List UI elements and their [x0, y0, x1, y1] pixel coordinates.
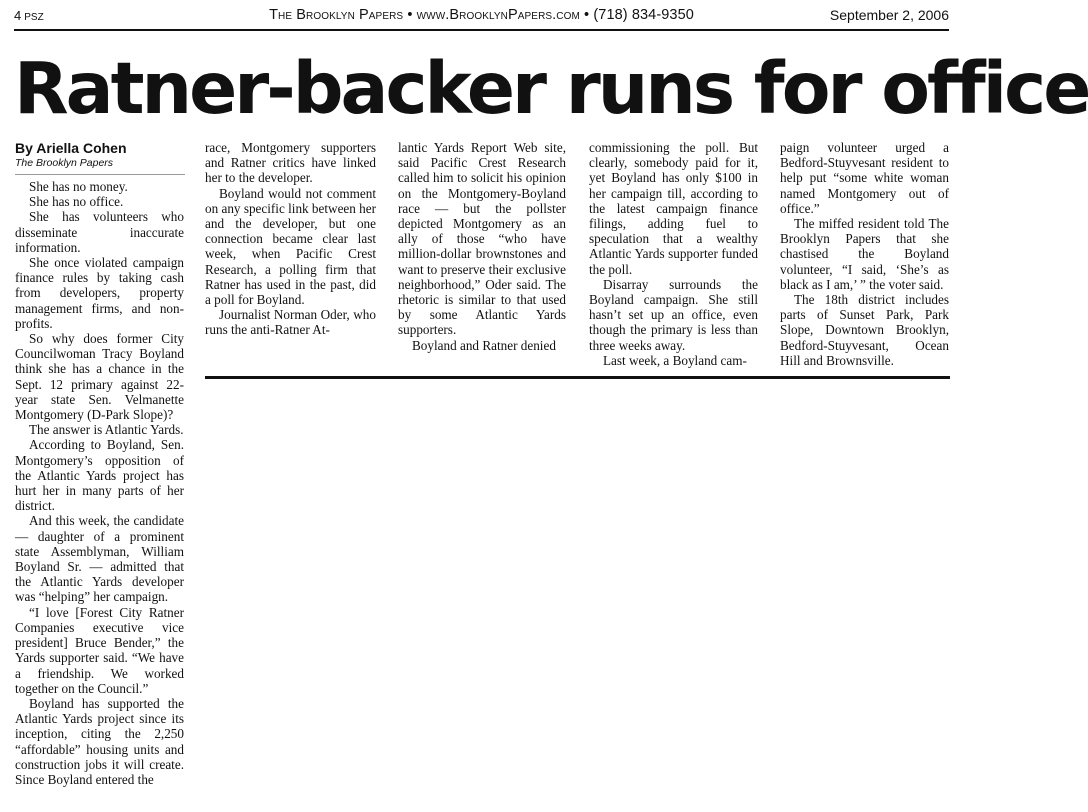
- paragraph: Journalist Norman Oder, who runs the anti-Ratner At-: [205, 307, 376, 338]
- article-column-4: [589, 140, 758, 368]
- paragraph: So why does former City Councilwoman Tracy Boyland think she has a chance in the Sept. 12 primary against 22-year state Sen. Velmanette Montgomery (D-Park Slope)?: [15, 331, 184, 423]
- article-end-rule: [205, 376, 950, 379]
- page-number: 4 PSZ: [14, 8, 44, 23]
- paragraph: According to Boyland, Sen. Montgomery’s opposition of the Atlantic Yards project has hurt her in many parts of her district.: [15, 437, 184, 514]
- paragraph: “I love [Forest City Ratner Companies executive vice president] Bruce Bender,” the Yards supporter said. “We have a friendship. We worked together on the Council.”: [15, 604, 184, 696]
- paragraph: She once violated campaign finance rules by taking cash from developers, property management firms, and non-profits.: [15, 255, 184, 331]
- paragraph: She has volunteers who disseminate inaccurate information.: [15, 209, 184, 255]
- paragraph: paign volunteer urged a Bedford-Stuyvesant resident to help put “some white woman named Montgomery out of office.”: [780, 140, 949, 216]
- paragraph: Boyland has supported the Atlantic Yards project since its inception, citing the 2,250 “affordable” housing units and construction jobs it will create. Since Boyland entered the: [15, 695, 184, 787]
- paragraph: race, Montgomery supporters and Ratner critics have linked her to the developer.: [205, 140, 376, 186]
- byline-organization: The Brooklyn Papers: [15, 157, 114, 169]
- issue-date: September 2, 2006: [829, 7, 949, 23]
- paragraph: Disarray surrounds the Boyland campaign. She still hasn’t set up an office, even though the primary is less than three weeks away.: [589, 276, 758, 353]
- byline-author: By Ariella Cohen: [15, 140, 127, 156]
- page-header: [14, 6, 949, 28]
- byline-rule: [15, 174, 185, 175]
- article-column-1: [15, 179, 184, 812]
- paragraph: Boyland and Ratner denied: [412, 337, 556, 353]
- paragraph: She has no office.: [29, 194, 124, 210]
- article-column-3: [398, 140, 566, 353]
- paragraph: The answer is Atlantic Yards.: [29, 422, 184, 438]
- paragraph: Boyland would not comment on any specific link between her and the developer, but one connection became clear last week, when Pacific Crest Research, a polling firm that Ratner has used in the past, did a poll for Boyland.: [205, 185, 377, 308]
- article-column-5: [780, 140, 949, 368]
- header-rule: [14, 29, 949, 31]
- paragraph: commissioning the poll. But clearly, somebody paid for it, yet Boyland has only $100 in her campaign till, according to the latest campaign finance filings, adding fuel to speculation that a wealthy Atlantic Yards supporter funded the poll.: [589, 140, 758, 277]
- byline: [15, 140, 185, 170]
- paragraph: Last week, a Boyland cam-: [603, 352, 747, 368]
- publication-info: The Brooklyn Papers • www.BrooklynPapers.com • (718) 834-9350: [269, 7, 694, 23]
- paragraph: lantic Yards Report Web site, said Pacific Crest Research called him to solicit his opinion on the Montgomery-Boyland race — but the pollster depicted Montgomery as an ally of those “who have million-dollar brownstones and want to preserve their exclusive neighborhood,” Oder said. The rhetoric is similar to that used by some Atlantic Yards supporters.: [398, 140, 566, 338]
- article-column-2: [205, 140, 376, 338]
- paragraph: The 18th district includes parts of Sunset Park, Park Slope, Downtown Brooklyn, Bedford-Stuyvesant, Ocean Hill and Brownsville.: [780, 292, 949, 368]
- paragraph: She has no money.: [29, 179, 128, 194]
- page-code: PSZ: [24, 12, 44, 23]
- headline: Ratner-backer runs for office: [14, 47, 1088, 130]
- paragraph: The miffed resident told The Brooklyn Papers that she chastised the Boyland volunteer, “I said, ‘She’s as black as I am,’ ” the voter said.: [780, 216, 949, 292]
- paragraph: And this week, the candidate — daughter of a prominent state Assemblyman, William Boyland Sr. — admitted that the Atlantic Yards developer was “helping” her campaign.: [15, 513, 184, 605]
